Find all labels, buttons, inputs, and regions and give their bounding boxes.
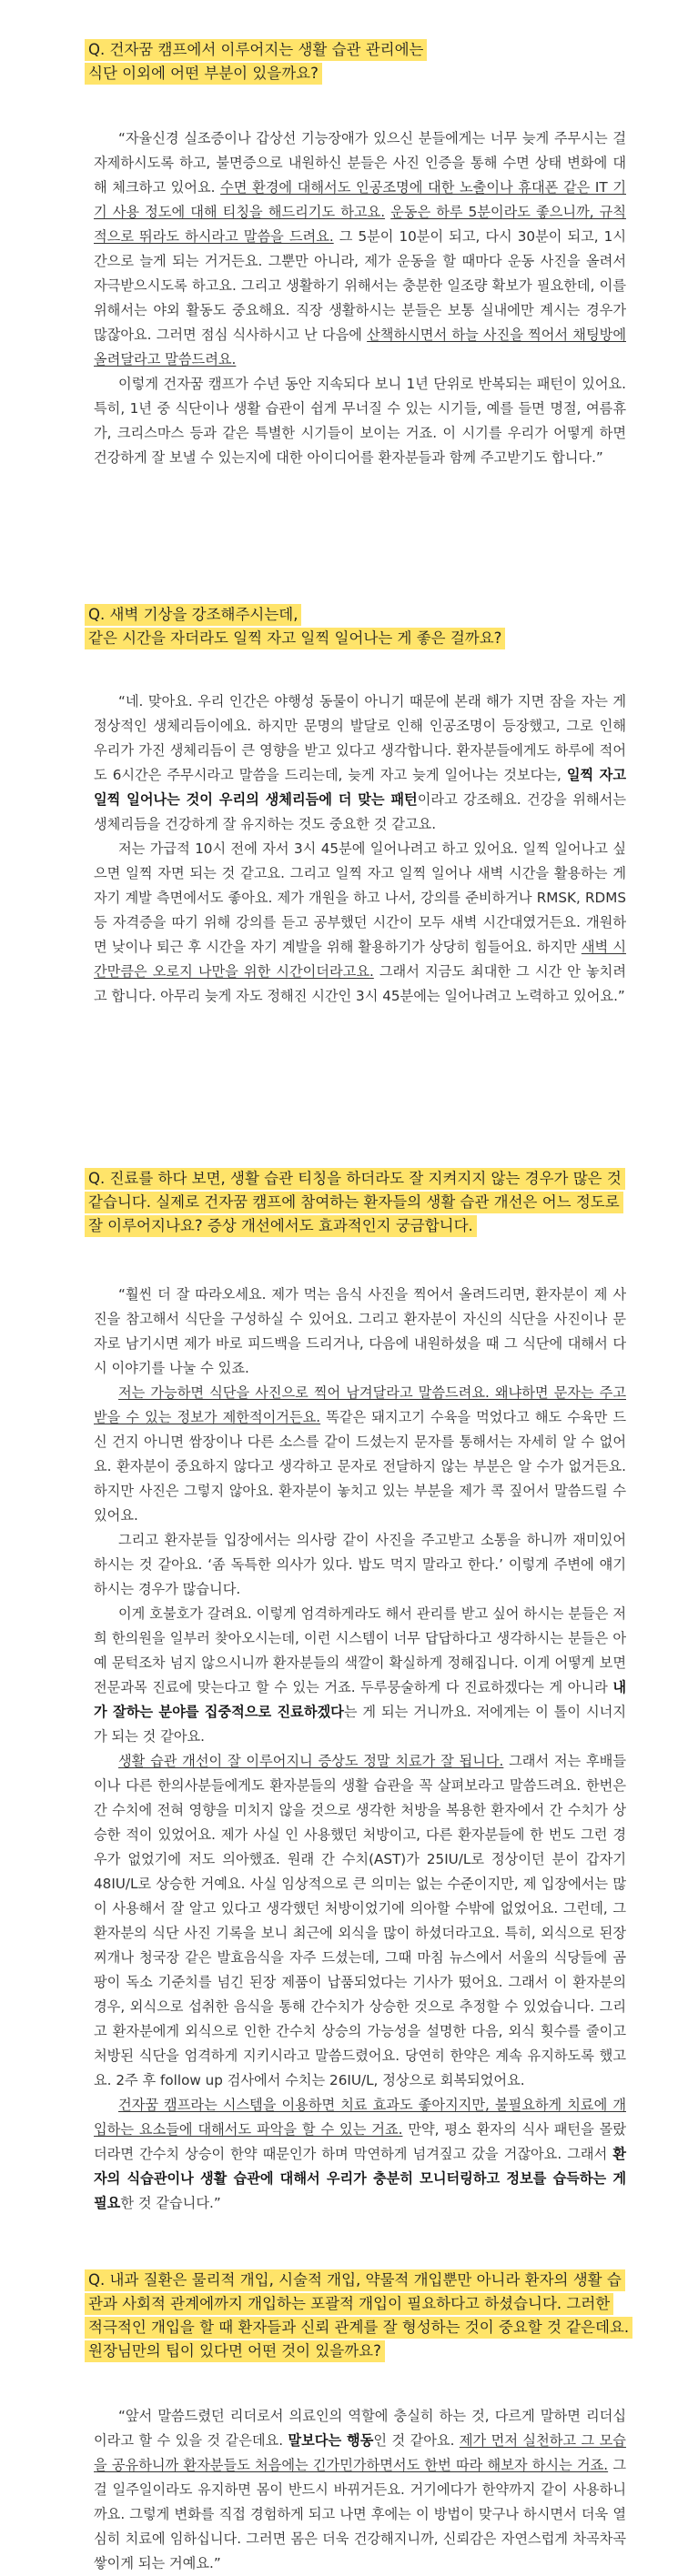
question-3 <box>85 1167 625 1238</box>
underlined-text: 새벽 시간만큼은 오로지 나만을 위한 시간이더라고요. <box>94 939 626 980</box>
emphasis-text: 환자의 식습관이나 생활 습관에 대해서 우리가 충분히 모니터링하고 정보를 습득하는 게 필요 <box>94 2146 626 2211</box>
question-line: Q. 건자꿈 캠프에서 이루어지는 생활 습관 관리에는 <box>85 38 427 62</box>
question-line: Q. 진료를 하다 보면, 생활 습관 티칭을 하더라도 잘 지켜지지 않는 경우가 많은 것 <box>85 1167 625 1191</box>
body-text: 그걸 일주일이라도 유지하면 몸이 반드시 바뀌거든요. 거기에다가 한약까지 같이 사용하니까요. 그렇게 변화를 직접 경험하게 되고 나면 후에는 이 방법이 맞구나 하시면서 더욱 열심히 치료에 임하십니다. 그러면 몸은 더욱 건강해지니까, 신뢰감은 자연스럽게 차곡차곡 쌓이게 되는 거예요.” <box>94 2457 626 2571</box>
answer-paragraph <box>94 1283 626 1381</box>
body-text: 인 것 같아요. <box>373 2432 460 2449</box>
underlined-text: 제가 먼저 실천하고 그 모습을 공유하니까 환자분들도 처음에는 긴가민가하면서도 한번 따라 해보자 하시는 거죠. <box>94 2432 626 2473</box>
question-1 <box>85 38 427 86</box>
answer-3 <box>94 1283 626 2216</box>
body-text: 똑같은 돼지고기 수육을 먹었다고 해도 수육만 드신 건지 아니면 쌈장이나 다른 소스를 같이 드셨는지 문자를 통해서는 자세히 알 수 없어요. 환자분이 중요하지 않다고 생각하고 문자로 전달하지 않는 부분은 알 수가 없거든요. 하지만 사진은 그렇지 않아요. 환자분이 놓치고 있는 부분을 제가 콕 짚어서 말씀드릴 수 있어요. <box>94 1409 626 1524</box>
answer-paragraph <box>94 1749 626 2093</box>
question-line: 원장님만의 팁이 있다면 어떤 것이 있을까요? <box>85 2340 632 2363</box>
body-text: 이렇게 건자꿈 캠프가 수년 동안 지속되다 보니 1년 단위로 반복되는 패턴이 있어요. 특히, 1년 중 식단이나 생활 습관이 쉽게 무너질 수 있는 시기들, 예를 들면 명절, 여름휴가, 크리스마스 등과 같은 특별한 시기들이 보이는 거죠. 이 시기를 우리가 어떻게 하면 건강하게 잘 보낼 수 있는지에 대한 아이디어를 환자분들과 함께 주고받기도 합니다.” <box>94 376 626 466</box>
body-text: 한 것 같습니다.” <box>120 2195 221 2211</box>
emphasis-text: 일찍 자고 일찍 일어나는 것이 우리의 생체리듬에 더 맞는 패턴 <box>94 767 626 808</box>
question-line: 적극적인 개입을 할 때 환자들과 신뢰 관계를 잘 형성하는 것이 중요할 것 같은데요. <box>85 2316 632 2340</box>
question-line: Q. 내과 질환은 물리적 개입, 시술적 개입, 약물적 개입뿐만 아니라 환자의 생활 습 <box>85 2269 632 2292</box>
body-text: 그 5분이 10분이 되고, 다시 30분이 되고, 1시간으로 늘게 되는 거거든요. 그뿐만 아니라, 제가 운동을 할 때마다 운동 사진을 올려서 자극받으시도록 하고요. 그리고 생활하기 위해서는 충분한 일조량 확보가 필요한데, 이를 위해서는 야외 활동도 중요해요. 직장 생활하시는 분들은 보통 실내에만 계시는 경우가 많잖아요. 그러면 점심 식사하시고 난 다음에 <box>94 228 626 343</box>
question-line: Q. 새벽 기상을 강조해주시는데, <box>85 603 505 627</box>
answer-paragraph <box>94 126 626 372</box>
emphasis-text: 말보다는 행동 <box>288 2432 374 2449</box>
body-text: “훨씬 더 잘 따라오세요. 제가 먹는 음식 사진을 찍어서 올려드리면, 환자분이 제 사진을 참고해서 식단을 구성하실 수 있어요. 그리고 환자분이 자신의 식단을 사진이나 문자로 남기시면 제가 바로 피드백을 드리거나, 다음에 내원하셨을 때 그 식단에 대해서 다시 이야기를 나눌 수 있죠. <box>94 1286 626 1376</box>
body-text: 만약, 평소 환자의 식사 패턴을 몰랐더라면 간수치 상승이 한약 때문인가 하며 막연하게 넘겨짚고 갔을 거잖아요. 그래서 <box>94 2121 626 2162</box>
question-line: 관과 사회적 관계에까지 개입하는 포괄적 개입이 필요하다고 하셨습니다. 그러한 <box>85 2292 632 2316</box>
body-text: “앞서 말씀드렸던 리더로서 의료인의 역할에 충실히 하는 것, 다르게 말하면 리더십이라고 할 수 있을 것 같은데요. <box>94 2408 626 2449</box>
answer-paragraph <box>94 837 626 1009</box>
answer-paragraph <box>94 689 626 837</box>
question-line: 잘 이루어지나요? 증상 개선에서도 효과적인지 궁금합니다. <box>85 1214 625 1238</box>
question-line: 같은 시간을 자더라도 일찍 자고 일찍 일어나는 게 좋은 걸까요? <box>85 627 505 650</box>
body-text: 저는 가급적 10시 전에 자서 3시 45분에 일어나려고 하고 있어요. 일찍 일어나고 싶으면 일찍 자면 되는 것 같고요. 그리고 일찍 자고 일찍 일어나 새벽 시간을 활용하는 게 자기 계발 측면에서도 좋아요. 제가 개원을 하고 나서, 강의를 준비하거나 RMSK, RDMS 등 자격증을 따기 위해 강의를 듣고 공부했던 시간이 모두 새벽 시간대였거든요. 개원하면 낮이나 퇴근 후 시간을 자기 계발을 위해 활용하기가 상당히 힘들어요. 하지만 <box>94 840 626 955</box>
underlined-text: 운동은 하루 5분이라도 좋으니까, 규칙적으로 뛰라도 하시라고 말씀을 드려요. <box>94 204 626 245</box>
body-text: 그래서 저는 후배들이나 다른 한의사분들에게도 환자분들의 생활 습관을 꼭 살펴보라고 말씀드려요. 한번은 간 수치에 전혀 영향을 미치지 않을 것으로 생각한 처방을 복용한 환자에서 간 수치가 상승한 적이 있었어요. 제가 사실 인 사용했던 처방이고, 다른 환자분들에 한 번도 그런 경우가 없었기에 저도 의아했죠. 원래 간 수치(AST)가 25IU/L로 정상이던 분이 갑자기 48IU/L로 상승한 거예요. 사실 임상적으로 큰 의미는 없는 수준이지만, 제 입장에서는 많이 사용해서 잘 알고 있다고 생각했던 처방이었기에 의아할 수밖에 없었어요. 그런데, 그 환자분의 식단 사진 기록을 보니 최근에 외식을 많이 하셨더라고요. 특히, 외식으로 된장찌개나 청국장 같은 발효음식을 자주 드셨는데, 그때 마침 뉴스에서 서울의 식당들에 곰팡이 독소 기준치를 넘긴 된장 제품이 납품되었다는 기사가 떴어요. 그래서 이 환자분의 경우, 외식으로 섭취한 음식을 통해 간수치가 상승한 것으로 추정할 수 있었습니다. 그리고 환자분에게 외식으로 인한 간수치 상승의 가능성을 설명한 다음, 외식 횟수를 줄이고 처방된 식단을 엄격하게 지키시라고 말씀드렸어요. 당연히 한약은 계속 유지하도록 했고요. 2주 후 follow up 검사에서 수치는 26IU/L, 정상으로 회복되었어요. <box>94 1753 626 2088</box>
body-text: 는 게 되는 거니까요. 저에게는 이 톨이 시너지가 되는 것 같아요. <box>94 1704 626 1745</box>
answer-2 <box>94 689 626 1009</box>
answer-paragraph <box>94 1381 626 1528</box>
answer-paragraph <box>94 2093 626 2216</box>
question-line: 식단 이외에 어떤 부분이 있을까요? <box>85 62 427 86</box>
question-2 <box>85 603 505 650</box>
body-text: “네. 맞아요. 우리 인간은 야행성 동물이 아니기 때문에 본래 해가 지면 잠을 자는 게 정상적인 생체리듬이에요. 하지만 문명의 발달로 인해 인공조명이 등장했고, 그로 인해 우리가 가진 생체리듬이 큰 영향을 받고 있다고 생각합니다. 환자분들에게도 하루에 적어도 6시간은 주무시라고 말씀을 드리는데, 늦게 자고 늦게 일어나는 것보다는, <box>94 693 626 783</box>
underlined-text: 저는 가능하면 식단을 사진으로 찍어 남겨달라고 말씀드려요. 왜냐하면 문자는 주고받을 수 있는 정보가 제한적이거든요. <box>94 1384 626 1425</box>
question-4 <box>85 2269 632 2363</box>
underlined-text: 생활 습관 개선이 잘 이루어지니 증상도 정말 치료가 잘 됩니다. <box>118 1753 504 1769</box>
answer-paragraph <box>94 2404 626 2576</box>
underlined-text: 산책하시면서 하늘 사진을 찍어서 채팅방에 올려달라고 말씀드려요. <box>94 327 626 367</box>
answer-4 <box>94 2404 626 2576</box>
answer-paragraph <box>94 372 626 470</box>
underlined-text: 건자꿈 캠프라는 시스템을 이용하면 치료 효과도 좋아지지만, 불필요하게 치료에 개입하는 요소들에 대해서도 파악을 할 수 있는 거죠. <box>94 2097 626 2138</box>
emphasis-text: 내가 잘하는 분야를 집중적으로 진료하겠다 <box>94 1679 626 1720</box>
body-text: 이라고 강조해요. 건강을 위해서는 생체리듬을 건강하게 잘 유지하는 것도 중요한 것 같고요. <box>94 791 626 832</box>
body-text: “자율신경 실조증이나 갑상선 기능장애가 있으신 분들에게는 너무 늦게 주무시는 걸 자제하시도록 하고, 불면증으로 내원하신 분들은 사진 인증을 통해 수면 상태 변화에 대해 체크하고 있어요. <box>94 130 626 196</box>
answer-paragraph <box>94 1602 626 1749</box>
question-line: 같습니다. 실제로 건자꿈 캠프에 참여하는 환자들의 생활 습관 개선은 어느 정도로 <box>85 1191 625 1214</box>
body-text: 그래서 지금도 최대한 그 시간 안 놓치려고 합니다. 아무리 늦게 자도 정해진 시간인 3시 45분에는 일어나려고 노력하고 있어요.” <box>94 963 626 1004</box>
underlined-text: 수면 환경에 대해서도 인공조명에 대한 노출이나 휴대폰 같은 IT 기기 사용 정도에 대해 티칭을 해드리기도 하고요. <box>94 179 626 220</box>
answer-paragraph <box>94 1528 626 1602</box>
body-text: 이게 호불호가 갈려요. 이렇게 엄격하게라도 해서 관리를 받고 싶어 하시는 분들은 저희 한의원을 일부러 찾아오시는데, 이런 시스템이 너무 답답하다고 생각하시는 분들은 아예 문턱조차 넘지 않으시니까 환자분들의 색깔이 확실하게 정해집니다. 이게 어떻게 보면 전문과목 진료에 맞는다고 할 수 있는 거죠. 두루뭉술하게 다 진료하겠다는 게 아니라 <box>94 1605 626 1696</box>
body-text: 그리고 환자분들 입장에서는 의사랑 같이 사진을 주고받고 소통을 하니까 재미있어 하시는 것 같아요. ‘좀 독특한 의사가 있다. 밥도 먹지 말라고 한다.’ 이렇게 주변에 얘기하시는 경우가 많습니다. <box>94 1532 626 1597</box>
answer-1 <box>94 126 626 470</box>
